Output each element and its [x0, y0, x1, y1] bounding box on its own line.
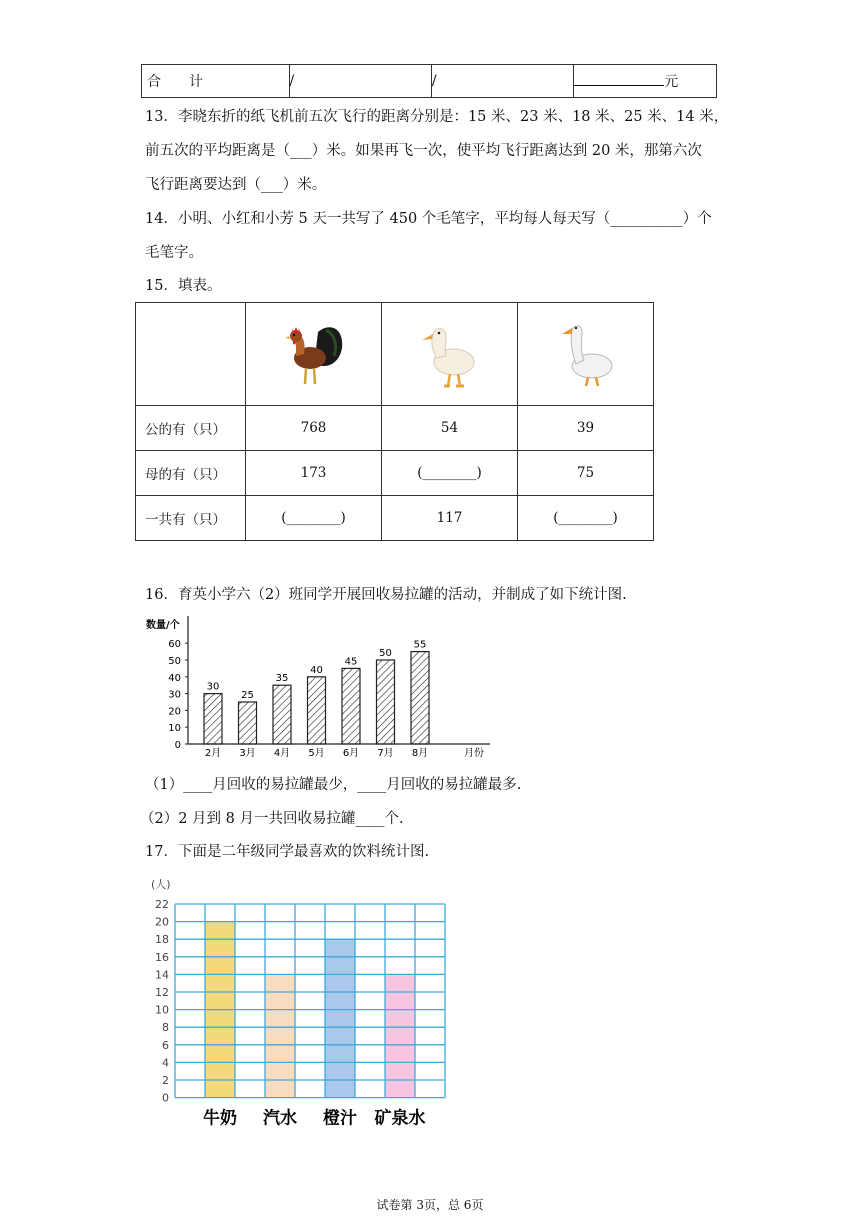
table-cell: 768	[246, 406, 382, 451]
data-label: 25	[241, 690, 254, 701]
page-footer: 试卷第 3页，总 6页	[376, 1198, 484, 1212]
duck-icon	[410, 314, 490, 394]
y-tick-label: 2	[162, 1074, 169, 1087]
y-tick-label: 0	[162, 1091, 169, 1105]
y-tick-label: 14	[155, 968, 169, 982]
x-tick-label: 5月	[308, 748, 325, 759]
y-tick-label: 18	[155, 933, 169, 947]
drinks-bar-chart	[145, 872, 465, 1132]
q13-line3: 飞行距离要达到（___）米。	[145, 177, 327, 193]
y-tick-label: 22	[155, 898, 169, 911]
x-tick-label: 橙汁	[323, 1108, 357, 1129]
y-tick-label: 6	[162, 1038, 169, 1052]
data-label: 50	[379, 648, 392, 659]
slash-cell	[431, 65, 573, 98]
answer-blank-cell[interactable]: (________)	[382, 451, 518, 496]
goose-icon	[546, 314, 626, 394]
duck-cell	[382, 303, 518, 406]
y-tick-label: 10	[168, 723, 181, 735]
bar	[265, 974, 295, 1097]
data-label: 55	[413, 639, 427, 651]
total-row-table	[141, 64, 717, 98]
slash-text: /	[289, 73, 295, 89]
data-label: 35	[275, 673, 289, 685]
rooster-icon	[274, 314, 354, 394]
q14-line2: 毛笔字。	[145, 245, 203, 261]
bar	[273, 685, 291, 744]
recycling-bar-chart	[140, 612, 510, 768]
row-label: 一共有（只）	[136, 496, 246, 541]
data-label: 45	[344, 656, 358, 668]
x-tick-label: 6月	[342, 748, 360, 759]
y-tick-label: 4	[162, 1056, 169, 1070]
table-cell: 173	[246, 451, 382, 496]
bar	[325, 939, 355, 1097]
row-label: 母的有（只）	[136, 451, 246, 496]
bar	[239, 702, 257, 744]
y-tick-label: 10	[155, 1003, 169, 1017]
q16-sub1: （1）____月回收的易拉罐最少，____月回收的易拉罐最多.	[145, 777, 522, 793]
q13-line1: 13．李晓东折的纸飞机前五次飞行的距离分别是：15 米、23 米、18 米、25 米、14 米，	[145, 109, 729, 125]
y-tick-label: 30	[168, 689, 181, 701]
x-axis-label: 月份	[464, 748, 484, 759]
x-tick-label: 矿泉水	[374, 1108, 426, 1129]
y-tick-label: 16	[155, 950, 169, 964]
y-tick-label: 50	[168, 656, 181, 667]
data-label: 30	[206, 681, 220, 693]
q15-title: 15．填表。	[145, 278, 222, 294]
total-label: 合 计	[142, 65, 290, 98]
row-label: 公的有（只）	[136, 406, 246, 451]
table-cell: 39	[518, 406, 654, 451]
bar	[204, 694, 222, 744]
blank-line	[574, 71, 664, 86]
y-axis-label: (人)	[151, 878, 171, 891]
table-cell: 117	[382, 496, 518, 541]
goose-cell	[518, 303, 654, 406]
q16-title: 16．育英小学六（2）班同学开展回收易拉罐的活动，并制成了如下统计图.	[145, 587, 627, 603]
slash-cell	[289, 65, 431, 98]
y-tick-label: 20	[155, 915, 169, 929]
y-tick-label: 12	[155, 986, 169, 999]
answer-blank-cell[interactable]: (________)	[518, 496, 654, 541]
y-tick-label: 0	[174, 740, 181, 751]
y-tick-label: 60	[168, 639, 181, 651]
x-tick-label: 8月	[411, 748, 429, 759]
bar	[385, 974, 415, 1097]
q13-line2: 前五次的平均距离是（___）米。如果再飞一次，使平均飞行距离达到 20 米，那第六次	[145, 143, 702, 159]
table-cell: 75	[518, 451, 654, 496]
q14-line1: 14．小明、小红和小芳 5 天一共写了 450 个毛笔字，平均每人每天写（__________）个	[145, 211, 712, 227]
data-label: 40	[310, 664, 323, 676]
bar	[377, 660, 395, 744]
slash-text: /	[431, 73, 437, 89]
x-tick-label: 7月	[377, 748, 394, 759]
q16-sub2: （2）2 月到 8 月一共回收易拉罐____个.	[140, 811, 404, 827]
animal-count-table	[135, 302, 654, 541]
x-tick-label: 2月	[204, 748, 222, 759]
x-tick-label: 3月	[239, 748, 256, 759]
y-tick-label: 8	[162, 1021, 169, 1035]
x-tick-label: 牛奶	[203, 1108, 237, 1129]
bar	[411, 652, 429, 744]
empty-header-cell	[136, 303, 246, 406]
x-tick-label: 4月	[273, 748, 291, 759]
y-tick-label: 40	[168, 672, 181, 684]
y-tick-label: 20	[168, 706, 181, 718]
x-tick-label: 汽水	[263, 1108, 297, 1129]
y-axis-label: 数量/个	[146, 620, 180, 631]
q17-title: 17．下面是二年级同学最喜欢的饮料统计图.	[145, 844, 430, 860]
amount-cell	[574, 65, 717, 98]
bar	[308, 677, 326, 744]
answer-blank-cell[interactable]: (________)	[246, 496, 382, 541]
bar	[342, 668, 360, 744]
unit-text: 元	[664, 74, 679, 90]
table-cell: 54	[382, 406, 518, 451]
rooster-cell	[246, 303, 382, 406]
